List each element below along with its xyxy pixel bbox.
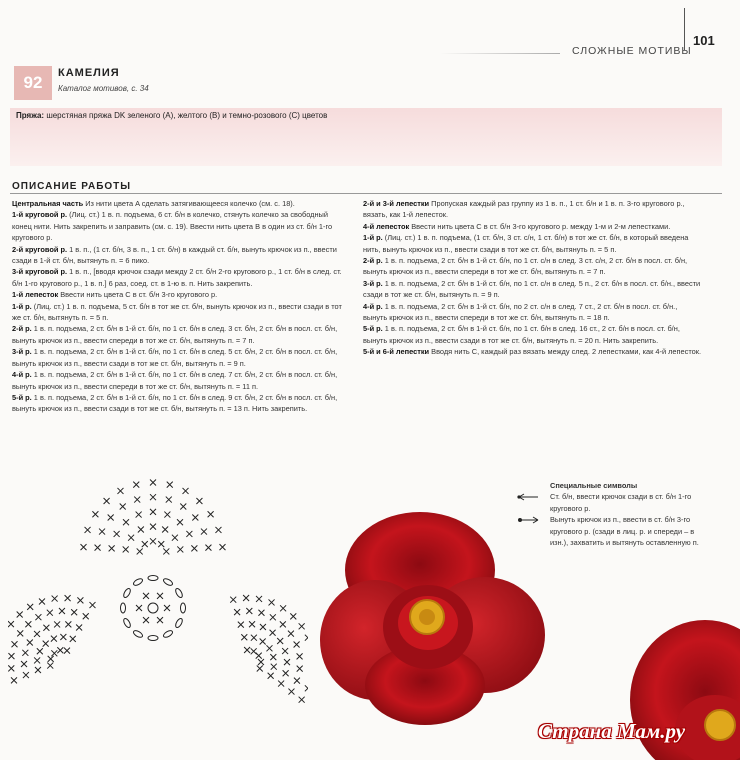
instruction-text: 1 в. п., [вводя крючок сзади между 2 ст. б/н 2-го кругового р., 1 ст. б/н в след. ст. б/н 1-го кругового р., 1 в. п.] 6 раз, соед. ст. в 1-ю в. п. Нить закрепить.	[12, 267, 342, 288]
instruction-label: 3-й круговой р.	[12, 267, 68, 277]
description-heading: ОПИСАНИЕ РАБОТЫ	[12, 181, 132, 192]
yarn-text: шерстяная пряжа DK зеленого (A), желтого (B) и темно-розового (C) цветов	[44, 111, 328, 120]
instruction-paragraph	[363, 323, 703, 346]
instruction-text: 1 в. п., (1 ст. б/н, 3 в. п., 1 ст. б/н) в каждый ст. б/н, вынуть крючок из п., ввести сзади в 1-й ст. б/н, вытянуть п. = 6 пико.	[12, 244, 337, 266]
instruction-label: 4-й р.	[12, 370, 32, 380]
instruction-paragraph	[363, 198, 703, 221]
heading-rule	[10, 193, 722, 194]
instruction-paragraph	[363, 221, 703, 232]
instruction-paragraph	[12, 323, 348, 346]
instruction-label: 3-й р.	[12, 347, 32, 357]
instruction-text: 1 в. п. подъема, 2 ст. б/н в 1-й ст. б/н, по 2 ст. с/н в след. 7 ст., 2 ст. б/н в посл. ст. б/н., вынуть крючок из п., ввести спереди в тот же ст. б/н, вытянуть п. = 18 п.	[363, 301, 678, 323]
instruction-text: 1 в. п. подъема, 2 ст. б/н в 1-й ст. б/н, по 1 ст. б/н в след. 9 ст. б/н, 2 ст. б/н в посл. ст. б/н, вынуть крючок из п., ввести сзади в тот же ст. б/н, вытянуть п. = 13 п. Нить закрепить.	[12, 392, 338, 414]
instruction-label: 5-й и 6-й лепестки	[363, 347, 430, 357]
instruction-text: Вводя нить C, каждый раз вязать между след. 2 лепестками, как 4-й лепесток.	[429, 347, 702, 357]
instruction-label: 2-й р.	[363, 256, 383, 266]
instructions-left-column	[12, 198, 348, 415]
pattern-number-badge: 92	[14, 66, 52, 100]
instruction-paragraph	[12, 289, 348, 300]
arrow-back-stitch-icon	[516, 493, 540, 501]
instruction-text: 1 в. п. подъема, 2 ст. б/н в 1-й ст. б/н, по 1 ст. б/н в след. 3 ст. б/н, 2 ст. б/н в посл. ст. б/н, вынуть крючок из п., ввести спереди в тот же ст. б/н, вытянуть п. = 7 п.	[12, 324, 338, 345]
instruction-label: 2-й круговой р.	[12, 244, 68, 254]
flower-main	[320, 512, 545, 725]
instruction-label: 1-й лепесток	[12, 290, 59, 300]
instruction-text: Ввести нить цвета C в ст. б/н 3-го кругового р. между 1-м и 2-м лепестками.	[409, 221, 671, 231]
instruction-label: Центральная часть	[12, 199, 84, 208]
instruction-label: 4-й р.	[363, 301, 383, 311]
instruction-paragraph	[363, 301, 703, 324]
instruction-text: 1 в. п. подъема, 2 ст. б/н в 1-й ст. б/н, по 1 ст. с/н в след. 3 ст. с/н, 2 ст. б/н в посл. ст. б/н, вынуть крючок из п., ввести спереди в тот же ст. б/н, вытянуть п. = 7 п.	[363, 256, 688, 277]
catalog-reference: Каталог мотивов, с. 34	[58, 84, 149, 93]
special-symbols-title: Специальные символы	[550, 481, 638, 490]
watermark-logo: Страна Мам.ру	[538, 719, 686, 743]
instruction-text: (Лиц. ст.) 1 в. п. подъема, 6 ст. б/н в колечко, стянуть колечко за свободный конец нити. Нить закрепить и заправить (см. с. 19). Ввести нить цвета B в один из ст. б/н 1-го кругового р.	[12, 210, 333, 243]
instruction-label: 4-й лепесток	[363, 221, 410, 231]
instruction-paragraph	[12, 369, 348, 392]
instruction-text: (Лиц. ст.) 1 в. п. подъема, (1 ст. б/н, 3 ст. с/н, 1 ст. б/н) в тот же ст. б/н, в который введена нить, вынуть крючок из п., ввести сзади в тот же ст. б/н, вытянуть п. = 5 п.	[363, 233, 689, 254]
instruction-text: 1 в. п. подъема, 2 ст. б/н в 1-й ст. б/н, по 1 ст. б/н в след. 16 ст., 2 ст. б/н в посл. ст. б/н, вынуть крючок из п., ввести сзади в тот же ст. б/н, вытянуть п. = 20 п. Нить закрепить.	[363, 324, 680, 345]
instruction-paragraph	[363, 278, 703, 301]
yarn-info	[16, 111, 327, 120]
instruction-label: 1-й р.	[12, 301, 32, 311]
pattern-title: КАМЕЛИЯ	[58, 67, 120, 79]
section-title: СЛОЖНЫЕ МОТИВЫ	[572, 45, 692, 57]
instruction-text: 1 в. п. подъема, 2 ст. б/н в 1-й ст. б/н, по 1 ст. б/н в след. 7 ст. б/н, 2 ст. б/н в посл. ст. б/н, вынуть крючок из п., ввести спереди в тот же ст. б/н, вытянуть п. = 11 п.	[12, 370, 338, 391]
instruction-paragraph	[12, 392, 348, 415]
crochet-chart-diagram	[8, 478, 308, 760]
instruction-paragraph	[12, 266, 348, 289]
instruction-paragraph	[363, 232, 703, 255]
instruction-text: 1 в. п. подъема, 2 ст. б/н в 1-й ст. б/н, по 1 ст. б/н в след. 5 ст. б/н, 2 ст. б/н в посл. ст. б/н, вынуть крючок из п., ввести сзади в тот же ст. б/н, вытянуть п. = 9 п.	[12, 347, 338, 368]
instruction-text: Пропуская каждый раз группу из 1 в. п., 1 ст. б/н и 1 в. п. 3-го кругового р., вязать, как 1-й лепесток.	[363, 199, 685, 220]
instruction-paragraph	[12, 301, 348, 324]
instruction-paragraph	[12, 346, 348, 369]
yarn-label: Пряжа:	[16, 111, 45, 120]
instruction-label: 2-й и 3-й лепестки	[363, 199, 430, 208]
instruction-paragraph	[363, 255, 703, 278]
instruction-text: Из нити цвета A сделать затягивающееся колечко (см. с. 18).	[83, 199, 295, 208]
instruction-label: 5-й р.	[363, 324, 383, 334]
instruction-label: 1-й круговой р.	[12, 210, 68, 220]
instruction-paragraph	[363, 346, 703, 357]
instruction-label: 3-й р.	[363, 278, 383, 288]
instruction-text: (Лиц. ст.) 1 в. п. подъема, 5 ст. б/н в тот же ст. б/н, вынуть крючок из п., ввести сзади в тот же ст. б/н, вытянуть п. = 5 п.	[12, 301, 342, 323]
symbol-description: Вынуть крючок из п., ввести в ст. б/н 3-го кругового р. (сзади в лиц. р. и спереди – в изн.), захватить и вытянуть оставленную п.	[550, 515, 699, 548]
page-number: 101	[693, 33, 715, 48]
instruction-paragraph	[12, 209, 348, 243]
instruction-text: 1 в. п. подъема, 2 ст. б/н в 1-й ст. б/н, по 1 ст. с/н в след. 5 п., 2 ст. б/н в посл. ст. б/н., ввести сзади в тот же ст. б/н, вытянуть п. = 9 п.	[363, 278, 701, 300]
instruction-label: 5-й р.	[12, 392, 32, 402]
instruction-label: 2-й р.	[12, 324, 32, 334]
instruction-paragraph	[12, 244, 348, 267]
instruction-label: 1-й р.	[363, 233, 383, 243]
instructions-right-column	[363, 198, 703, 358]
symbol-description: Ст. б/н, ввести крючок сзади в ст. б/н 1-го кругового р.	[550, 492, 692, 513]
header-rule	[440, 53, 560, 54]
instruction-paragraph	[12, 198, 348, 209]
instruction-text: Ввести нить цвета C в ст. б/н 3-го кругового р.	[58, 290, 218, 300]
header-divider	[684, 8, 685, 50]
